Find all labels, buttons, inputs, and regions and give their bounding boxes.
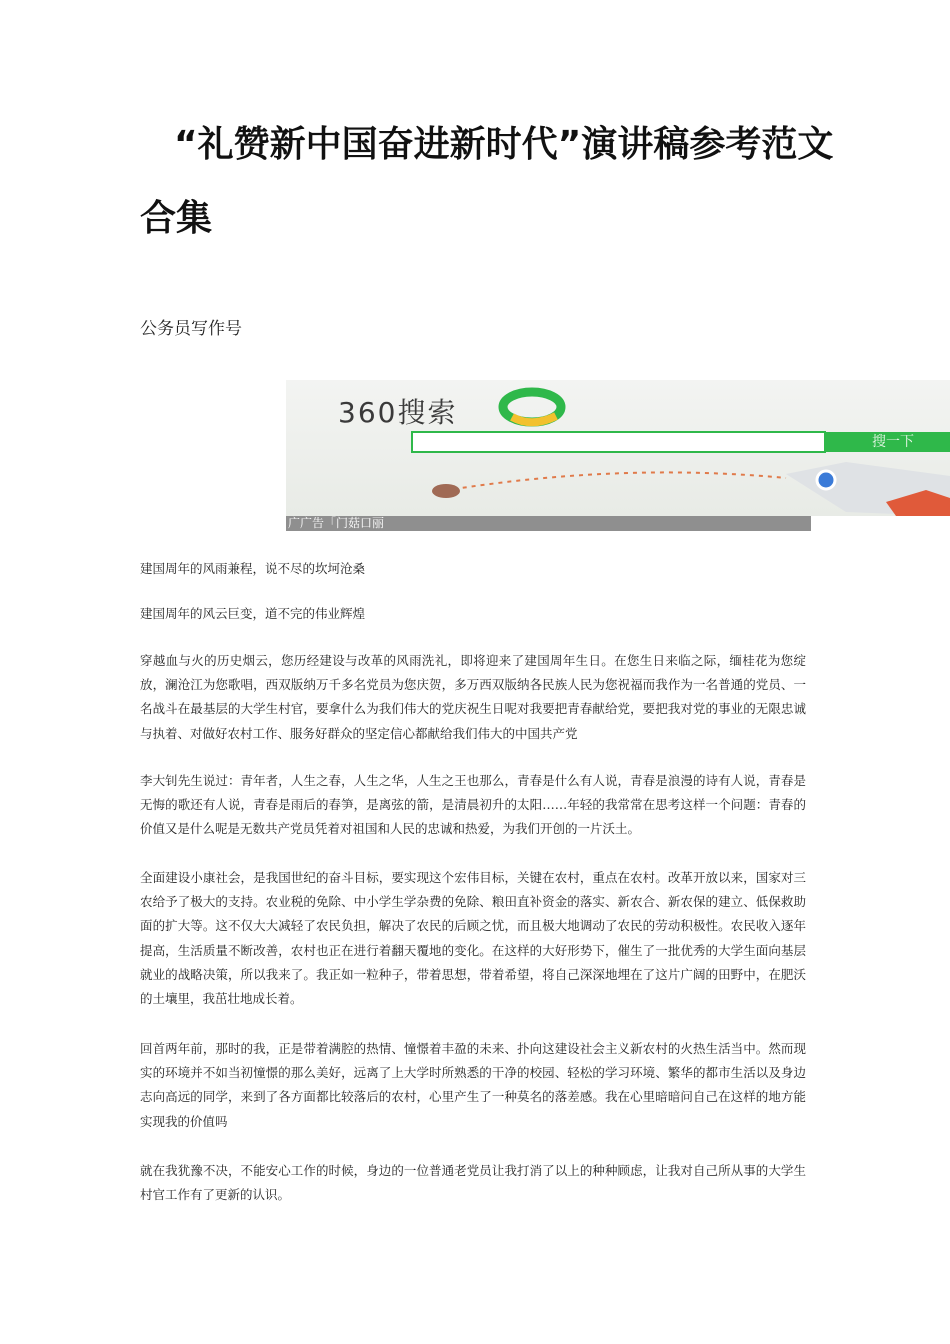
paragraph: 就在我犹豫不决，不能安心工作的时候，身边的一位普通老党员让我打消了以上的种种顾虑，让我对自己所从事的大学生村官工作有了更新的认识。 xyxy=(140,1163,806,1203)
ad-label: 广广告「门菇口丽 xyxy=(286,516,811,531)
ad-brand-text: 360搜索 xyxy=(338,396,458,429)
paragraph: 李大钊先生说过：青年者，人生之春，人生之华，人生之王也那么，青春是什么有人说，青春是浪漫的诗有人说，青春是无悔的歌还有人说，青春是雨后的春笋，是离弦的箭，是清晨初升的太阳……年轻的我常常在思考这样一个问题：青春的价值又是什么呢是无数共产党员凭着对祖国和人民的忠诚和热爱，为我们开创的一片沃土。 xyxy=(140,773,806,837)
paragraph: 建国周年的风云巨变，道不完的伟业辉煌 xyxy=(140,606,366,621)
paragraph: 穿越血与火的历史烟云，您历经建设与改革的风雨洗礼，即将迎来了建国周年生日。在您生日来临之际，缅桂花为您绽放，澜沧江为您歌唱，西双版纳万千多名党员为您庆贺，多万西双版纳各民族人民为您祝福而我作为一名普通的党员、一名战斗在最基层的大学生村官，要拿什么为我们伟大的党庆祝生日呢对我要把青春献给党，要把我对党的事业的无限忠诚与执着、对做好农村工作、服务好群众的坚定信心都献给我们伟大的中国共产党 xyxy=(140,653,806,741)
ad-search-button[interactable]: 搜一下 xyxy=(824,432,950,452)
page-title: “礼赞新中国奋进新时代”演讲稿参考范文合集 xyxy=(140,124,834,239)
author-name: 公务员写作号 xyxy=(140,319,242,339)
paragraph: 建国周年的风雨兼程，说不尽的坎坷沧桑 xyxy=(140,561,366,576)
paragraph: 回首两年前，那时的我，正是带着满腔的热情、憧憬着丰盈的未来、扑向这建设社会主义新农村的火热生活当中。然而现实的环境并不如当初憧憬的那么美好，远离了上大学时所熟悉的干净的校园、轻松的学习环境、繁华的都市生活以及身边志向高远的同学，来到了各方面都比较落后的农村，心里产生了一种莫名的落差感。我在心里暗暗问自己在这样的地方能实现我的价值吗 xyxy=(140,1041,806,1129)
paragraph: 全面建设小康社会，是我国世纪的奋斗目标，要实现这个宏伟目标，关键在农村，重点在农村。改革开放以来，国家对三农给予了极大的支持。农业税的免除、中小学生学杂费的免除、粮田直补资金的落实、新农合、新农保的建立、低保救助面的扩大等。这不仅大大减轻了农民负担，解决了农民的后顾之忧，而且极大地调动了农民的劳动积极性。农民收入逐年提高，生活质量不断改善，农村也正在进行着翻天覆地的变化。在这样的大好形势下，催生了一批优秀的大学生面向基层就业的战略决策，所以我来了。我正如一粒种子，带着思想，带着希望，将自己深深地埋在了这片广阔的田野中，在肥沃的土壤里，我茁壮地成长着。 xyxy=(140,870,806,1007)
